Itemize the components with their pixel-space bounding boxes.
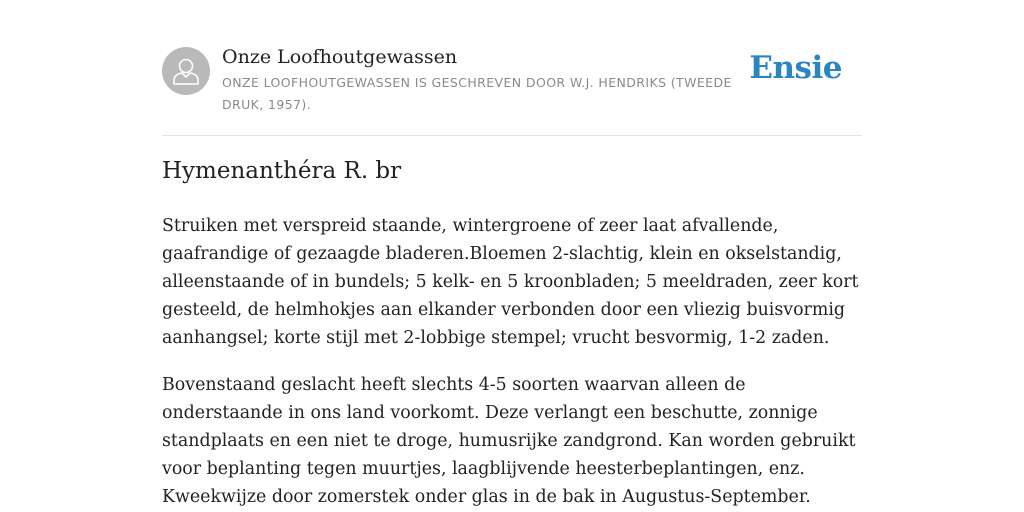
avatar[interactable]: [162, 47, 210, 95]
source-header: [162, 46, 862, 116]
book-title[interactable]: Onze Loofhoutgewassen: [222, 46, 458, 68]
ensie-logo[interactable]: Ensie: [749, 50, 842, 86]
entry-body: [162, 212, 862, 512]
header-divider: [162, 135, 862, 136]
entry-paragraph: Struiken met verspreid staande, wintergroene of zeer laat afvallende, gaafrandige of gezaagde bladeren.Bloemen 2-slachtig, klein en okselstandig, alleenstaande of in bundels; 5 kelk- en 5 kroonbladen; 5 meeldraden, zeer kort gesteeld, de helmhokjes aan elkander verbonden door een vliezig buisvormig aanhangsel; korte stijl met 2-lobbige stempel; vrucht besvormig, 1-2 zaden.: [162, 216, 859, 348]
entry-title: Hymenanthéra R. br: [162, 158, 402, 184]
book-description: ONZE LOOFHOUTGEWASSEN IS GESCHREVEN DOOR W.J. HENDRIKS (TWEEDE DRUK, 1957).: [222, 75, 732, 112]
entry-paragraph: Bovenstaand geslacht heeft slechts 4-5 soorten waarvan alleen de onderstaande in ons land voorkomt. Deze verlangt een beschutte, zonnige standplaats en een niet te droge, humusrijke zandgrond. Kan worden gebruikt voor beplanting tegen muurtjes, laagblijvende heesterbeplantingen, enz. Kweekwijze door zomerstek onder glas in de bak in Augustus-September.: [162, 375, 856, 507]
user-placeholder-icon: [162, 47, 210, 95]
